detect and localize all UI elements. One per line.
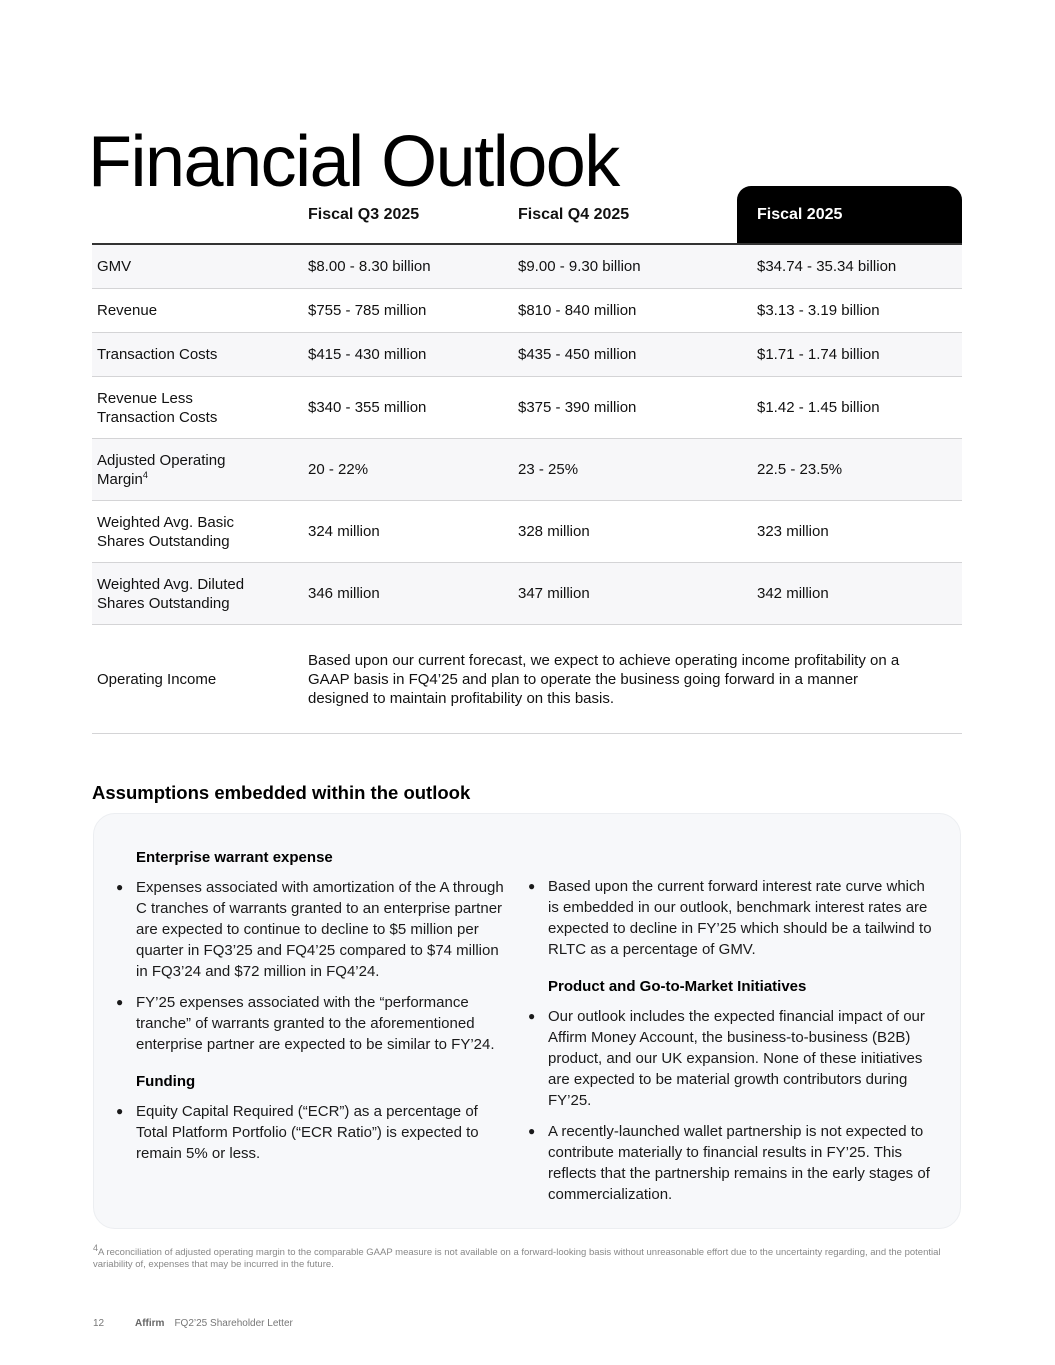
cell-fy: $1.42 - 1.45 billion — [757, 399, 880, 416]
list-item — [528, 1121, 938, 1205]
row-label — [92, 575, 303, 613]
bullet-icon: ● — [116, 995, 124, 1009]
cell-q3: 346 million — [308, 585, 380, 602]
cell-q3: $8.00 - 8.30 billion — [308, 258, 431, 275]
cell-fy: $1.71 - 1.74 billion — [757, 346, 880, 363]
row-label — [92, 451, 303, 489]
cell-q4: 23 - 25% — [518, 461, 579, 478]
row-label — [92, 389, 303, 427]
cell-q4: $810 - 840 million — [518, 302, 637, 319]
cell-fy: $3.13 - 3.19 billion — [757, 302, 880, 319]
cell-q4: 328 million — [518, 523, 590, 540]
brand-name: Affirm — [135, 1318, 165, 1329]
section-title-funding: Funding — [136, 1073, 196, 1090]
table-row-revenue — [92, 289, 962, 333]
list-item — [116, 877, 506, 982]
section-title-product-gtm: Product and Go-to-Market Initiatives — [548, 978, 807, 995]
row-label-line2: Shares Outstanding — [97, 594, 230, 612]
row-label: Revenue — [97, 302, 158, 319]
assumptions-panel — [93, 813, 961, 1229]
row-label-line1: Adjusted Operating — [97, 451, 226, 469]
row-label-line2: Shares Outstanding — [97, 532, 230, 550]
cell-q4: $435 - 450 million — [518, 346, 637, 363]
header-fiscal-q3-2025: Fiscal Q3 2025 — [308, 206, 420, 223]
list-item-text: Our outlook includes the expected financial impact of our Affirm Money Account, the business-to-business (B2B) product, and our UK expansion. None of these initiatives are expected to be material growth contributors during FY’25. — [548, 1008, 925, 1109]
bullet-icon: ● — [116, 1104, 124, 1118]
header-empty — [92, 186, 303, 243]
cell-q3: $415 - 430 million — [308, 346, 427, 363]
cell-fy: 342 million — [757, 585, 829, 602]
document-name: FQ2’25 Shareholder Letter — [174, 1318, 293, 1329]
bullet-icon: ● — [528, 879, 536, 893]
row-label-line2: Transaction Costs — [97, 408, 218, 426]
header-fiscal-q4-2025: Fiscal Q4 2025 — [518, 206, 630, 223]
page-number: 12 — [93, 1318, 105, 1329]
table-row-transaction-costs — [92, 333, 962, 377]
footnote-ref: 4 — [142, 469, 148, 480]
row-label: Operating Income — [97, 670, 217, 688]
list-item-text: Equity Capital Required (“ECR”) as a percentage of Total Platform Portfolio (“ECR Ratio”) is expected to remain 5% or less. — [136, 1103, 479, 1162]
list-item-text: Expenses associated with amortization of the A through C tranches of warrants granted to an enterprise partner are expected to continue to decline to $5 million per quarter in FQ3’25 and FQ4’25 compared to $74 million in FQ3’24 and $72 million in FQ4’24. — [136, 879, 504, 980]
table-row-adjusted-operating-margin — [92, 439, 962, 501]
section-title-enterprise-warrant: Enterprise warrant expense — [136, 849, 333, 866]
page-title: Financial Outlook — [88, 122, 619, 203]
list-item — [528, 1006, 938, 1111]
assumptions-heading: Assumptions embedded within the outlook — [92, 782, 471, 804]
assumptions-right-column — [528, 876, 938, 1215]
page-footer — [93, 1318, 293, 1329]
list-item-text: FY’25 expenses associated with the “performance tranche” of warrants granted to the aforementioned enterprise partner are expected to be similar to FY’24. — [136, 994, 495, 1053]
row-label — [92, 513, 303, 551]
financial-outlook-table — [92, 186, 962, 734]
table-row-gmv — [92, 245, 962, 289]
cell-q3: 324 million — [308, 523, 380, 540]
footnote-marker: 4 — [93, 1242, 99, 1253]
cell-fy: 323 million — [757, 523, 829, 540]
cell-q3: 20 - 22% — [308, 461, 369, 478]
row-label-line1: Revenue Less — [97, 389, 193, 407]
footnote-text: A reconciliation of adjusted operating margin to the comparable GAAP measure is not available on a forward-looking basis without unreasonable effort due to the uncertainty regarding, and the potential variability of, expenses that may be incurred in the future. — [93, 1247, 941, 1270]
cell-q3: $755 - 785 million — [308, 302, 427, 319]
bullet-icon: ● — [528, 1124, 536, 1138]
cell-fy: 22.5 - 23.5% — [757, 461, 843, 478]
table-header-row — [92, 186, 962, 245]
table-row-basic-shares — [92, 501, 962, 563]
operating-income-description: Based upon our current forecast, we expect to achieve operating income profitability on a GAAP basis in FQ4’25 and plan to operate the business going forward in a manner designed to maintain profitability on this basis. — [308, 651, 900, 707]
list-item-text: Based upon the current forward interest rate curve which is embedded in our outlook, benchmark interest rates are expected to decline in FY’25 which should be a tailwind to RLTC as a percentage of GMV. — [548, 878, 932, 958]
list-item — [116, 1101, 506, 1164]
list-item-text: A recently-launched wallet partnership is not expected to contribute materially to financial results in FY’25. This reflects that the partnership remains in the early stages of commercialization. — [548, 1123, 930, 1203]
row-label-line1: Weighted Avg. Basic — [97, 513, 235, 531]
cell-q4: $375 - 390 million — [518, 399, 637, 416]
bullet-icon: ● — [116, 880, 124, 894]
row-label-line1: Weighted Avg. Diluted — [97, 575, 245, 593]
list-item — [116, 992, 506, 1055]
cell-q4: $9.00 - 9.30 billion — [518, 258, 641, 275]
row-label-line2: Margin — [97, 470, 143, 488]
row-label: Transaction Costs — [97, 346, 218, 363]
table-row-diluted-shares — [92, 563, 962, 625]
assumptions-left-column — [116, 847, 506, 1174]
cell-q4: 347 million — [518, 585, 590, 602]
footnote — [93, 1242, 963, 1271]
bullet-icon: ● — [528, 1009, 536, 1023]
cell-fy: $34.74 - 35.34 billion — [757, 258, 897, 275]
cell-q3: $340 - 355 million — [308, 399, 427, 416]
table-row-operating-income — [92, 625, 962, 734]
row-label: GMV — [97, 258, 132, 275]
header-fiscal-2025: Fiscal 2025 — [737, 186, 962, 243]
list-item — [528, 876, 938, 960]
table-row-rltc — [92, 377, 962, 439]
